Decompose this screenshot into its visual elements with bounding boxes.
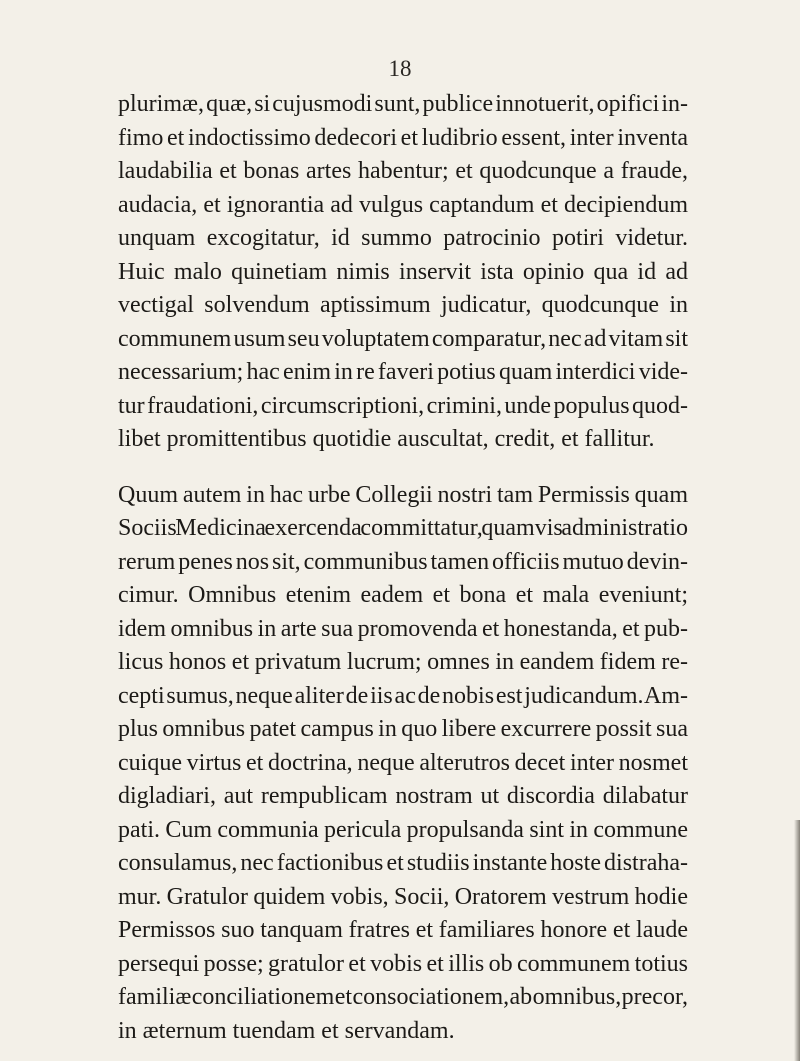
text-line: cuique virtus et doctrina, neque alterutros decet inter nosmet <box>118 749 688 776</box>
text-line: persequi posse; gratulor et vobis et illis ob communem totius <box>118 950 688 977</box>
page-edge-shadow <box>794 820 800 1061</box>
text-line: laudabilia et bonas artes habentur; et quodcunque a fraude, <box>118 158 688 184</box>
text-line: Huic malo quinetiam nimis inservit ista opinio qua id ad <box>118 258 688 285</box>
text-line: cepti sumus, neque aliter de iis ac de nobis est judicandum. Am- <box>118 682 688 709</box>
text-line: audacia, et ignorantia ad vulgus captandum et decipiendum <box>118 191 688 218</box>
text-line: idem omnibus in arte sua promovenda et honestanda, et pub- <box>118 615 688 642</box>
text-line: pati. Cum communia pericula propulsanda sint in commune <box>118 816 688 843</box>
text-line: plus omnibus patet campus in quo libere excurrere possit sua <box>118 716 689 742</box>
paragraph-1 <box>118 88 688 457</box>
paragraph-gap <box>118 457 688 479</box>
text-line: rerum penes nos sit, communibus tamen officiis mutuo devin- <box>118 548 688 575</box>
text-line: cimur. Omnibus etenim eadem et bona et mala eveniunt; <box>118 582 688 608</box>
text-line: Sociis Medicina exercenda committatur, quamvis administratio <box>118 515 688 541</box>
page-number: 18 <box>388 56 412 81</box>
text-line: in æternum tuendam et servandam. <box>118 1017 455 1044</box>
text-block <box>118 88 688 1048</box>
text-line: consulamus, nec factionibus et studiis instante hoste distraha- <box>118 850 688 876</box>
text-line: tur fraudationi, circumscriptioni, crimini, unde populus quod- <box>118 392 688 419</box>
text-line: digladiari, aut rempublicam nostram ut discordia dilabatur <box>118 783 688 809</box>
text-line: licus honos et privatum lucrum; omnes in eandem fidem re- <box>118 649 688 675</box>
text-line: mur. Gratulor quidem vobis, Socii, Oratorem vestrum hodie <box>118 883 688 910</box>
text-line: Quum autem in hac urbe Collegii nostri tam Permissis quam <box>118 481 688 508</box>
text-line: necessarium; hac enim in re faveri potius quam interdici vide- <box>118 359 689 385</box>
text-line: communem usum seu voluptatem comparatur, nec ad vitam sit <box>118 325 688 352</box>
text-line: libet promittentibus quotidie auscultat, credit, et fallitur. <box>118 426 655 452</box>
text-line: unquam excogitatur, id summo patrocinio potiri videtur. <box>118 225 688 251</box>
text-line: vectigal solvendum aptissimum judicatur, quodcunque in <box>118 292 688 318</box>
text-line: plurimæ, quæ, si cujusmodi sunt, publice innotuerit, opifici in- <box>118 91 688 117</box>
paragraph-2 <box>118 479 688 1049</box>
text-line: Permissos suo tanquam fratres et familiares honore et laude <box>118 917 688 943</box>
text-line: familiæ conciliationem et consociationem, ab omnibus, precor, <box>118 984 688 1010</box>
text-line: fimo et indoctissimo dedecori et ludibrio essent, inter inventa <box>118 124 688 151</box>
